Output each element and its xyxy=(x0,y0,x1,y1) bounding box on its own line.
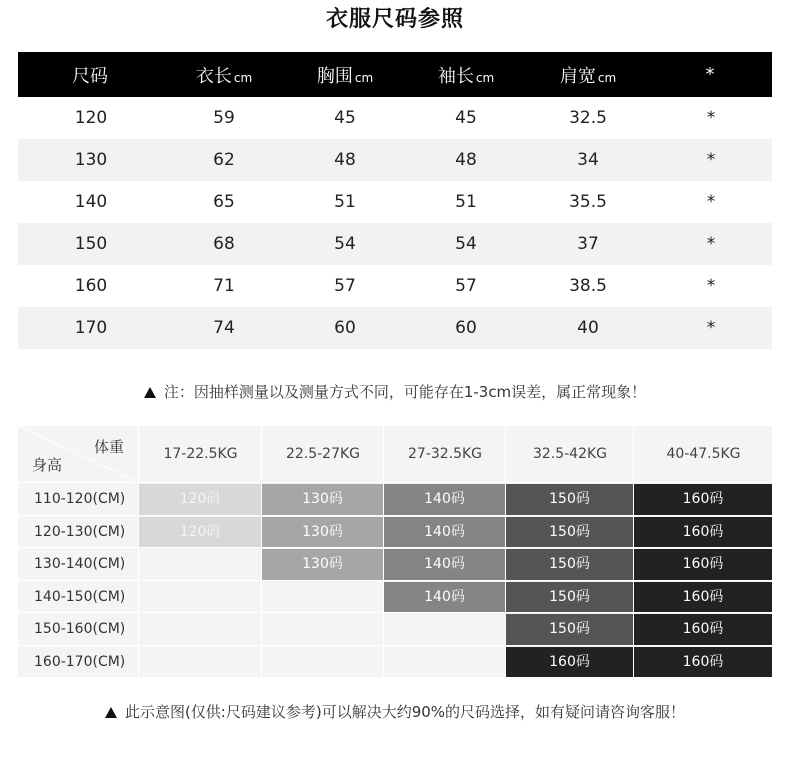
size-table-cell: 45 xyxy=(334,108,356,128)
size-recommendation-cell: 150码 xyxy=(506,517,633,549)
size-table-cell: * xyxy=(706,192,716,212)
header-cell: 袖长 cm xyxy=(437,65,495,87)
grid-line xyxy=(18,645,772,646)
size-table-cell: 130 xyxy=(74,150,108,170)
grid-line xyxy=(18,677,772,678)
weight-range-header: 17-22.5KG xyxy=(138,426,262,482)
size-recommendation-cell: 160码 xyxy=(634,549,772,581)
grid-line xyxy=(18,515,772,516)
size-recommendation-cell: 160码 xyxy=(634,484,772,516)
weight-height-table xyxy=(18,426,772,678)
size-recommendation-cell: 160码 xyxy=(506,647,633,679)
size-table-row xyxy=(18,97,772,139)
size-table-cell: * xyxy=(706,150,716,170)
height-range-label: 140-150(CM) xyxy=(34,588,126,605)
size-table-cell: 59 xyxy=(213,108,235,128)
table-corner xyxy=(18,426,138,482)
size-recommendation-cell: 160码 xyxy=(634,647,772,679)
size-recommendation-cell: 150码 xyxy=(506,614,633,646)
grid-line xyxy=(18,612,772,613)
size-recommendation-cell: 150码 xyxy=(506,549,633,581)
size-table-cell: * xyxy=(706,234,716,254)
grid-line xyxy=(261,426,262,678)
corner-weight-label: 体重 xyxy=(93,438,124,456)
size-recommendation-cell: 140码 xyxy=(384,582,505,614)
size-table-cell: 57 xyxy=(455,276,477,296)
grid-line xyxy=(505,426,506,678)
corner-height-label: 身高 xyxy=(32,456,63,474)
size-recommendation-cell: 140码 xyxy=(384,484,505,516)
size-table-cell: 48 xyxy=(455,150,477,170)
height-range-label: 110-120(CM) xyxy=(34,491,126,507)
warning-triangle-icon xyxy=(144,387,156,398)
size-table-row xyxy=(18,307,772,349)
size-recommendation-cell: 160码 xyxy=(634,582,772,614)
grid-line xyxy=(138,426,139,678)
size-table-row xyxy=(18,265,772,307)
size-table-cell: 71 xyxy=(213,276,235,296)
size-table-cell: * xyxy=(706,318,716,338)
empty-cell xyxy=(262,647,383,679)
size-table-cell: 57 xyxy=(334,276,356,296)
size-advice-note: 此示意图(仅供:尺码建议参考)可以解决大约90%的尺码选择，如有疑问请咨询客服！ xyxy=(0,701,790,722)
size-table-cell: * xyxy=(706,108,716,128)
warning-triangle-icon xyxy=(105,707,117,718)
size-table-row xyxy=(18,223,772,265)
size-table-cell: 40 xyxy=(577,318,599,338)
header-cell: 尺码 xyxy=(72,65,108,87)
size-table-cell: * xyxy=(706,276,716,296)
size-table-cell: 160 xyxy=(74,276,108,296)
size-table-cell: 150 xyxy=(74,234,108,254)
size-table-cell: 62 xyxy=(213,150,235,170)
size-recommendation-cell: 130码 xyxy=(262,517,383,549)
grid-line xyxy=(633,426,634,678)
size-table-cell: 45 xyxy=(455,108,477,128)
size-table-cell: 38.5 xyxy=(569,276,607,296)
size-recommendation-cell: 140码 xyxy=(384,517,505,549)
size-table-cell: 51 xyxy=(455,192,477,212)
weight-range-header: 27-32.5KG xyxy=(383,426,506,482)
header-cell: * xyxy=(705,64,715,85)
size-table-cell: 74 xyxy=(213,318,235,338)
page-title: 衣服尺码参照 xyxy=(325,7,464,32)
grid-line xyxy=(18,580,772,581)
height-range-label: 120-130(CM) xyxy=(34,523,126,540)
size-table-cell: 68 xyxy=(213,234,235,254)
size-recommendation-cell: 150码 xyxy=(506,582,633,614)
size-table-cell: 35.5 xyxy=(569,192,607,212)
size-table-cell: 48 xyxy=(334,150,356,170)
height-range-label: 150-160(CM) xyxy=(34,621,126,637)
height-range-label: 130-140(CM) xyxy=(34,556,126,572)
empty-cell xyxy=(384,647,505,679)
empty-cell xyxy=(139,549,261,581)
size-recommendation-cell: 130码 xyxy=(262,484,383,516)
size-recommendation-cell: 160码 xyxy=(634,517,772,549)
size-recommendation-cell: 120码 xyxy=(139,517,261,549)
size-table-cell: 54 xyxy=(334,234,356,254)
height-range-label: 160-170(CM) xyxy=(34,653,126,670)
empty-cell xyxy=(262,614,383,646)
size-table-row xyxy=(18,181,772,223)
grid-line xyxy=(18,482,772,483)
size-recommendation-cell: 140码 xyxy=(384,549,505,581)
size-table-cell: 34 xyxy=(577,150,599,170)
size-table-cell: 120 xyxy=(74,108,108,128)
size-recommendation-cell: 130码 xyxy=(262,549,383,581)
size-table-row xyxy=(18,139,772,181)
size-table-cell: 37 xyxy=(577,234,599,254)
size-table-cell: 54 xyxy=(455,234,477,254)
size-table-cell: 60 xyxy=(455,318,477,338)
grid-line xyxy=(383,426,384,678)
empty-cell xyxy=(262,582,383,614)
size-table-cell: 60 xyxy=(334,318,356,338)
size-recommendation-cell: 120码 xyxy=(139,484,261,516)
size-table-cell: 65 xyxy=(213,192,235,212)
size-table-cell: 140 xyxy=(74,192,108,212)
size-table-cell: 170 xyxy=(74,318,108,338)
size-recommendation-cell: 160码 xyxy=(634,614,772,646)
measurement-note: 注：因抽样测量以及测量方式不同，可能存在1-3cm误差，属正常现象！ xyxy=(0,381,790,402)
size-recommendation-cell: 150码 xyxy=(506,484,633,516)
grid-line xyxy=(18,547,772,548)
header-cell: 衣长 cm xyxy=(195,65,253,87)
weight-range-header: 32.5-42KG xyxy=(505,426,634,482)
empty-cell xyxy=(384,614,505,646)
empty-cell xyxy=(139,614,261,646)
size-table-cell: 32.5 xyxy=(569,108,607,128)
size-table-header xyxy=(18,52,772,97)
size-table-cell: 51 xyxy=(334,192,356,212)
empty-cell xyxy=(139,647,261,679)
empty-cell xyxy=(139,582,261,614)
size-table xyxy=(18,52,772,349)
header-cell: 胸围 cm xyxy=(316,65,374,87)
weight-range-header: 40-47.5KG xyxy=(633,426,773,482)
header-cell: 肩宽 cm xyxy=(559,65,617,87)
weight-range-header: 22.5-27KG xyxy=(261,426,384,482)
